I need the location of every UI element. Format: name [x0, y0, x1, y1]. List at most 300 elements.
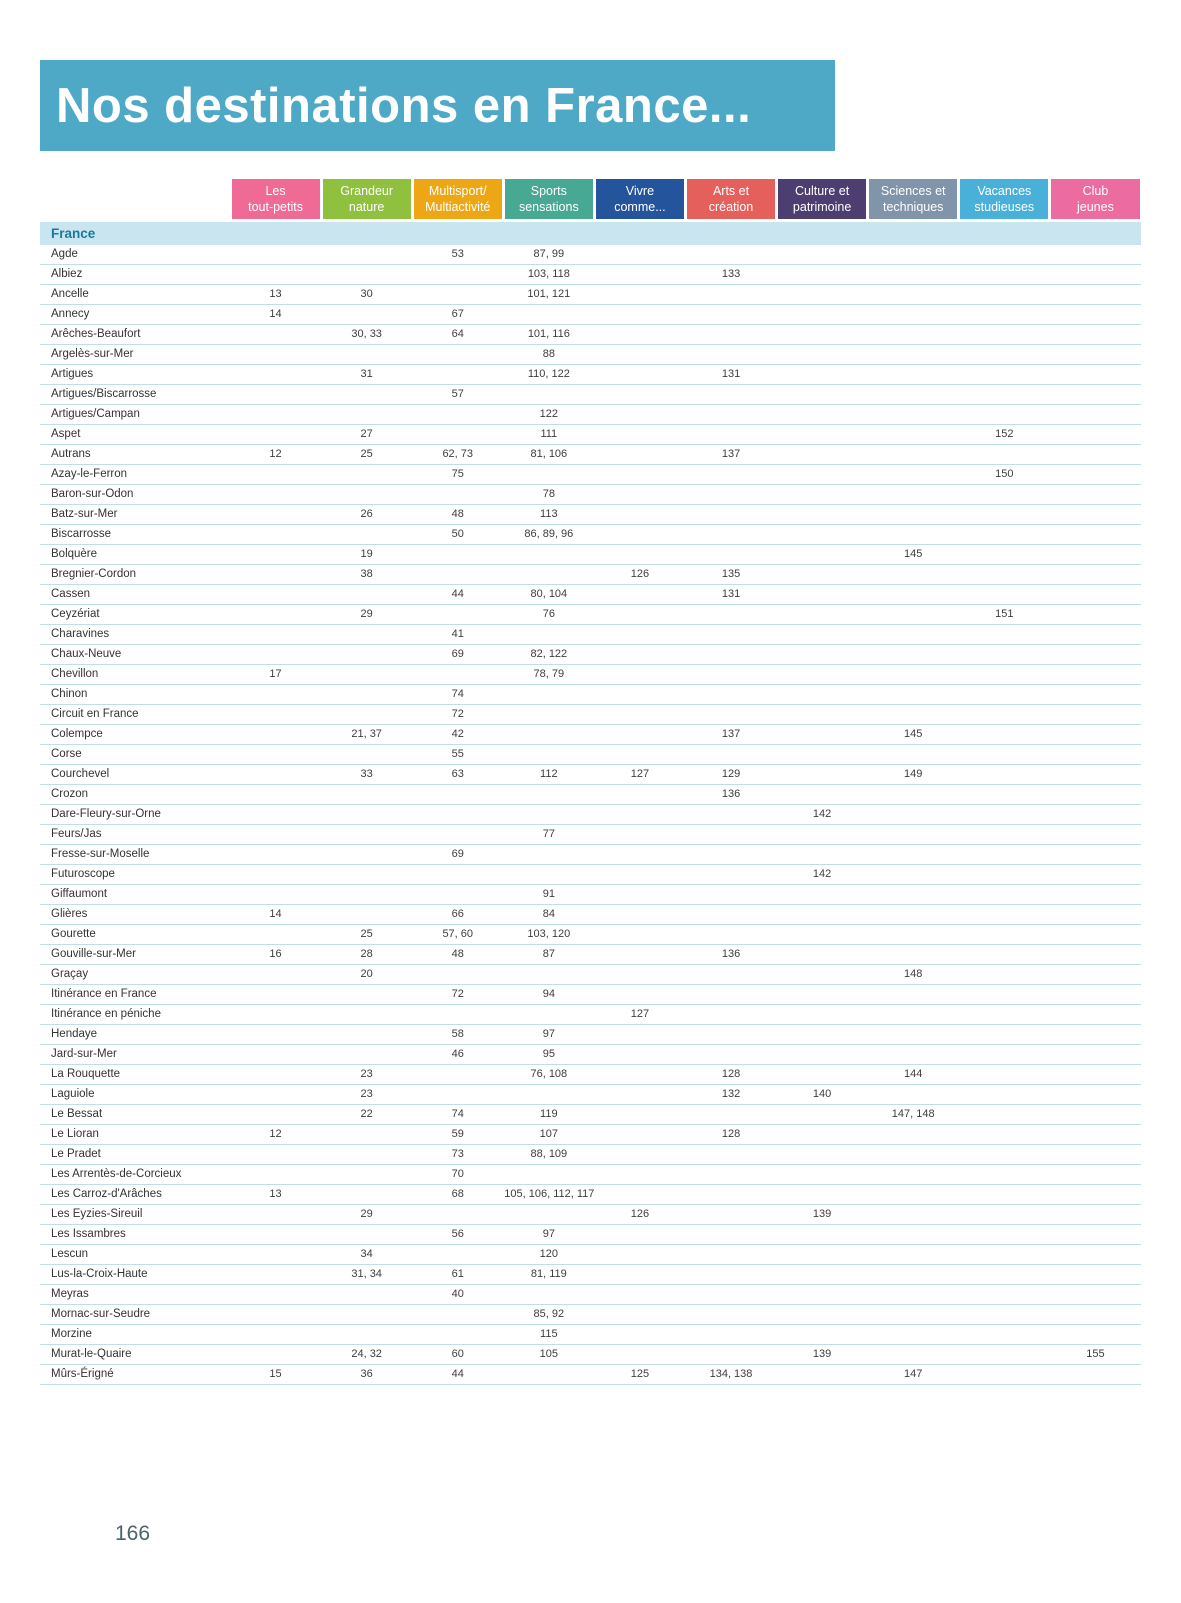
page-ref-cell: [1050, 405, 1141, 425]
page-ref-cell: 125: [594, 1365, 685, 1385]
destination-name: Argelès-sur-Mer: [40, 345, 230, 365]
page-ref-cell: [594, 1225, 685, 1245]
page-ref-cell: [777, 1065, 868, 1085]
page-ref-cell: 113: [503, 505, 594, 525]
page-ref-cell: [321, 785, 412, 805]
page-ref-cell: [868, 1305, 959, 1325]
page-ref-cell: [777, 985, 868, 1005]
page-ref-cell: [230, 1045, 321, 1065]
page-ref-cell: [230, 685, 321, 705]
column-header-label: Arts et création: [687, 179, 775, 219]
page-ref-cell: [777, 325, 868, 345]
column-header-club-jeunes: [1050, 179, 1141, 222]
page-ref-cell: [321, 585, 412, 605]
page-ref-cell: [230, 505, 321, 525]
page-ref-cell: [959, 1225, 1050, 1245]
page-ref-cell: 84: [503, 905, 594, 925]
page-ref-cell: [959, 525, 1050, 545]
page-ref-cell: 115: [503, 1325, 594, 1345]
page-ref-cell: 44: [412, 585, 503, 605]
page-ref-cell: [868, 245, 959, 265]
page-ref-cell: 12: [230, 1125, 321, 1145]
table-row: [40, 345, 1141, 365]
destination-name: Itinérance en péniche: [40, 1005, 230, 1025]
page-ref-cell: [868, 1225, 959, 1245]
page-ref-cell: 103, 118: [503, 265, 594, 285]
page-ref-cell: [230, 1165, 321, 1185]
page-ref-cell: 50: [412, 525, 503, 545]
page-ref-cell: [594, 345, 685, 365]
destinations-table: [40, 179, 1141, 1385]
page-ref-cell: [1050, 1005, 1141, 1025]
page-ref-cell: [594, 845, 685, 865]
page-ref-cell: [230, 265, 321, 285]
destination-name: Le Bessat: [40, 1105, 230, 1125]
page-ref-cell: 119: [503, 1105, 594, 1125]
table-row: [40, 465, 1141, 485]
page-ref-cell: [594, 1105, 685, 1125]
page-ref-cell: [1050, 1045, 1141, 1065]
page-ref-cell: [959, 445, 1050, 465]
page-ref-cell: [230, 765, 321, 785]
table-row: [40, 1165, 1141, 1185]
table-row: [40, 1205, 1141, 1225]
destination-name: Morzine: [40, 1325, 230, 1345]
page-ref-cell: [959, 1125, 1050, 1145]
page-ref-cell: [868, 405, 959, 425]
page-ref-cell: [868, 285, 959, 305]
page-ref-cell: [777, 945, 868, 965]
page-ref-cell: [685, 325, 776, 345]
page-ref-cell: [868, 505, 959, 525]
page-ref-cell: [321, 1125, 412, 1145]
page-ref-cell: [685, 545, 776, 565]
destination-name: Les Arrentès-de-Corcieux: [40, 1165, 230, 1185]
destination-name: Chinon: [40, 685, 230, 705]
page-ref-cell: [321, 1325, 412, 1345]
table-row: [40, 1285, 1141, 1305]
page-ref-cell: [777, 1045, 868, 1065]
page-ref-cell: [685, 1005, 776, 1025]
page-ref-cell: [230, 785, 321, 805]
page-ref-cell: [412, 1005, 503, 1025]
table-row: [40, 525, 1141, 545]
page-ref-cell: [685, 1265, 776, 1285]
column-header-arts-et-creation: [685, 179, 776, 222]
page-ref-cell: 24, 32: [321, 1345, 412, 1365]
page-ref-cell: [230, 745, 321, 765]
destination-name: Le Lioran: [40, 1125, 230, 1145]
page-ref-cell: [959, 1205, 1050, 1225]
page-ref-cell: [412, 565, 503, 585]
column-header-label: Club jeunes: [1051, 179, 1139, 219]
page-ref-cell: [230, 625, 321, 645]
page-ref-cell: [868, 985, 959, 1005]
page-ref-cell: [321, 1165, 412, 1185]
page-ref-cell: [685, 1225, 776, 1245]
page-ref-cell: 68: [412, 1185, 503, 1205]
page-ref-cell: 55: [412, 745, 503, 765]
page-ref-cell: 95: [503, 1045, 594, 1065]
destination-name: Murat-le-Quaire: [40, 1345, 230, 1365]
page-ref-cell: [321, 1025, 412, 1045]
page-ref-cell: [1050, 1065, 1141, 1085]
column-header-vivre-comme: [594, 179, 685, 222]
page-ref-cell: [777, 305, 868, 325]
page-ref-cell: [230, 865, 321, 885]
page-ref-cell: [1050, 465, 1141, 485]
page-ref-cell: 103, 120: [503, 925, 594, 945]
page-ref-cell: 13: [230, 285, 321, 305]
page-ref-cell: 30, 33: [321, 325, 412, 345]
table-row: [40, 1305, 1141, 1325]
page-ref-cell: [321, 405, 412, 425]
page-ref-cell: 46: [412, 1045, 503, 1065]
page-ref-cell: [777, 585, 868, 605]
page-ref-cell: [1050, 1145, 1141, 1165]
page-ref-cell: [777, 905, 868, 925]
page-ref-cell: [594, 525, 685, 545]
page-ref-cell: 12: [230, 445, 321, 465]
table-row: [40, 885, 1141, 905]
page-ref-cell: [594, 325, 685, 345]
page-ref-cell: [868, 885, 959, 905]
page-ref-cell: 139: [777, 1205, 868, 1225]
page-ref-cell: [1050, 745, 1141, 765]
page-ref-cell: 61: [412, 1265, 503, 1285]
page-ref-cell: [868, 445, 959, 465]
page-ref-cell: [1050, 805, 1141, 825]
page-ref-cell: 105, 106, 112, 117: [503, 1185, 594, 1205]
page-ref-cell: [594, 645, 685, 665]
table-row: [40, 625, 1141, 645]
destination-name: Chevillon: [40, 665, 230, 685]
page-ref-cell: [777, 505, 868, 525]
page-ref-cell: [959, 285, 1050, 305]
page-ref-cell: [777, 405, 868, 425]
page-ref-cell: 128: [685, 1125, 776, 1145]
page-ref-cell: [230, 385, 321, 405]
page-ref-cell: 87: [503, 945, 594, 965]
page-ref-cell: [685, 685, 776, 705]
page-ref-cell: 48: [412, 945, 503, 965]
page-ref-cell: [594, 405, 685, 425]
page-ref-cell: [959, 625, 1050, 645]
page-ref-cell: [685, 1285, 776, 1305]
page-ref-cell: [503, 1005, 594, 1025]
page-ref-cell: [685, 985, 776, 1005]
table-row: [40, 1105, 1141, 1125]
section-row-france: [40, 222, 1141, 245]
page-ref-cell: [868, 265, 959, 285]
destination-name: La Rouquette: [40, 1065, 230, 1085]
page-ref-cell: [959, 505, 1050, 525]
page-ref-cell: [959, 985, 1050, 1005]
page-ref-cell: [1050, 845, 1141, 865]
page-ref-cell: 147: [868, 1365, 959, 1385]
page-ref-cell: 97: [503, 1225, 594, 1245]
destination-name: Futuroscope: [40, 865, 230, 885]
page-ref-cell: 142: [777, 865, 868, 885]
page-ref-cell: [868, 825, 959, 845]
page-ref-cell: [959, 545, 1050, 565]
page-ref-cell: [777, 825, 868, 845]
page-ref-cell: 133: [685, 265, 776, 285]
page-title: Nos destinations en France...: [56, 78, 752, 133]
page-ref-cell: [868, 925, 959, 945]
page-ref-cell: [777, 1265, 868, 1285]
page-ref-cell: [321, 845, 412, 865]
table-row: [40, 265, 1141, 285]
page-ref-cell: [777, 725, 868, 745]
page-ref-cell: 69: [412, 645, 503, 665]
page-ref-cell: [959, 725, 1050, 745]
page-ref-cell: 135: [685, 565, 776, 585]
page-ref-cell: [1050, 485, 1141, 505]
page-ref-cell: [230, 825, 321, 845]
destination-name: Crozon: [40, 785, 230, 805]
destination-name: Mûrs-Érigné: [40, 1365, 230, 1385]
page-ref-cell: [230, 805, 321, 825]
destination-name: Circuit en France: [40, 705, 230, 725]
page-ref-cell: 127: [594, 1005, 685, 1025]
page-ref-cell: [1050, 625, 1141, 645]
page-ref-cell: [321, 745, 412, 765]
destination-name: Aspet: [40, 425, 230, 445]
page-ref-cell: [594, 705, 685, 725]
page-ref-cell: [777, 1165, 868, 1185]
page-ref-cell: [868, 1325, 959, 1345]
page-ref-cell: [1050, 505, 1141, 525]
page-ref-cell: 152: [959, 425, 1050, 445]
page-ref-cell: [594, 465, 685, 485]
page-ref-cell: [1050, 1205, 1141, 1225]
destination-name: Ancelle: [40, 285, 230, 305]
page-ref-cell: [868, 685, 959, 705]
page-ref-cell: [594, 365, 685, 385]
page-ref-cell: [503, 865, 594, 885]
page-ref-cell: 150: [959, 465, 1050, 485]
page-ref-cell: [321, 525, 412, 545]
page-ref-cell: [959, 705, 1050, 725]
page-ref-cell: [685, 845, 776, 865]
page-ref-cell: [321, 645, 412, 665]
page-ref-cell: 25: [321, 445, 412, 465]
page-ref-cell: [230, 485, 321, 505]
page-ref-cell: 74: [412, 685, 503, 705]
page-ref-cell: [230, 1345, 321, 1365]
page-ref-cell: [1050, 565, 1141, 585]
destination-name: Feurs/Jas: [40, 825, 230, 845]
page-ref-cell: [230, 1305, 321, 1325]
page-ref-cell: [594, 1145, 685, 1165]
page-ref-cell: [594, 865, 685, 885]
page-ref-cell: [230, 845, 321, 865]
page-ref-cell: 142: [777, 805, 868, 825]
page-ref-cell: 58: [412, 1025, 503, 1045]
page-ref-cell: [594, 805, 685, 825]
page-ref-cell: [230, 645, 321, 665]
page-ref-cell: [685, 965, 776, 985]
page-ref-cell: [230, 965, 321, 985]
page-ref-cell: [594, 265, 685, 285]
page-ref-cell: [685, 1345, 776, 1365]
page-ref-cell: 88: [503, 345, 594, 365]
page-ref-cell: [503, 965, 594, 985]
table-row: [40, 245, 1141, 265]
page-ref-cell: [321, 345, 412, 365]
table-row: [40, 825, 1141, 845]
page-ref-cell: [777, 1245, 868, 1265]
page-ref-cell: [777, 385, 868, 405]
table-row: [40, 1065, 1141, 1085]
page-ref-cell: [1050, 945, 1141, 965]
page-ref-cell: [594, 245, 685, 265]
page-ref-cell: [868, 1245, 959, 1265]
page-ref-cell: [685, 885, 776, 905]
page-ref-cell: [594, 745, 685, 765]
destination-name: Les Carroz-d'Arâches: [40, 1185, 230, 1205]
page-ref-cell: [777, 525, 868, 545]
page-ref-cell: 25: [321, 925, 412, 945]
page-ref-cell: [594, 905, 685, 925]
page-ref-cell: [868, 705, 959, 725]
header-spacer: [40, 179, 230, 222]
page-ref-cell: 120: [503, 1245, 594, 1265]
page-ref-cell: 97: [503, 1025, 594, 1045]
page-ref-cell: 31, 34: [321, 1265, 412, 1285]
page-ref-cell: 131: [685, 585, 776, 605]
page-ref-cell: [959, 385, 1050, 405]
table-row: [40, 425, 1141, 445]
page-ref-cell: [321, 905, 412, 925]
page-ref-cell: [868, 805, 959, 825]
page-ref-cell: [503, 1085, 594, 1105]
page-ref-cell: [777, 705, 868, 725]
destination-name: Artigues/Campan: [40, 405, 230, 425]
page-ref-cell: [777, 605, 868, 625]
page-ref-cell: [321, 245, 412, 265]
page-ref-cell: [777, 1365, 868, 1385]
page-ref-cell: [412, 485, 503, 505]
page-ref-cell: [321, 685, 412, 705]
page-ref-cell: [685, 1105, 776, 1125]
table-row: [40, 1225, 1141, 1245]
page-ref-cell: [868, 1185, 959, 1205]
page-ref-cell: [594, 505, 685, 525]
destination-name: Mornac-sur-Seudre: [40, 1305, 230, 1325]
page-ref-cell: [685, 425, 776, 445]
page-ref-cell: [1050, 1365, 1141, 1385]
page-ref-cell: [685, 645, 776, 665]
page-ref-cell: [685, 1205, 776, 1225]
page-ref-cell: 110, 122: [503, 365, 594, 385]
table-row: [40, 925, 1141, 945]
page-ref-cell: [685, 405, 776, 425]
table-row: [40, 1145, 1141, 1165]
page-ref-cell: 128: [685, 1065, 776, 1085]
table-row: [40, 785, 1141, 805]
page-ref-cell: [412, 885, 503, 905]
page-ref-cell: [1050, 1105, 1141, 1125]
page-ref-cell: [230, 885, 321, 905]
page-ref-cell: 81, 119: [503, 1265, 594, 1285]
page-ref-cell: [321, 985, 412, 1005]
page-ref-cell: [777, 1305, 868, 1325]
page-ref-cell: [321, 465, 412, 485]
page-ref-cell: [959, 325, 1050, 345]
page-ref-cell: [868, 1265, 959, 1285]
page-ref-cell: [685, 465, 776, 485]
destination-name: Albiez: [40, 265, 230, 285]
destination-name: Azay-le-Ferron: [40, 465, 230, 485]
page-ref-cell: [868, 905, 959, 925]
page-ref-cell: 13: [230, 1185, 321, 1205]
page-ref-cell: [1050, 605, 1141, 625]
destination-name: Biscarrosse: [40, 525, 230, 545]
page-ref-cell: [1050, 285, 1141, 305]
page-ref-cell: [1050, 1225, 1141, 1245]
page-ref-cell: [868, 645, 959, 665]
page-ref-cell: [959, 1325, 1050, 1345]
page-ref-cell: [868, 1125, 959, 1145]
page-ref-cell: [412, 365, 503, 385]
page-ref-cell: 126: [594, 565, 685, 585]
page-ref-cell: [685, 605, 776, 625]
page-ref-cell: 86, 89, 96: [503, 525, 594, 545]
page-ref-cell: [868, 1025, 959, 1045]
page-ref-cell: [959, 565, 1050, 585]
page-ref-cell: 78: [503, 485, 594, 505]
page-ref-cell: [868, 1045, 959, 1065]
page-ref-cell: 147, 148: [868, 1105, 959, 1125]
page-ref-cell: [868, 325, 959, 345]
page-ref-cell: [777, 885, 868, 905]
page-ref-cell: 122: [503, 405, 594, 425]
page-ref-cell: [594, 1345, 685, 1365]
page-ref-cell: [777, 465, 868, 485]
page-ref-cell: [959, 785, 1050, 805]
column-header-culture-et-patrimoine: [777, 179, 868, 222]
page-ref-cell: [868, 1205, 959, 1225]
destination-name: Fresse-sur-Moselle: [40, 845, 230, 865]
page-ref-cell: [685, 1045, 776, 1065]
page-ref-cell: [1050, 1245, 1141, 1265]
page-ref-cell: [1050, 645, 1141, 665]
page-ref-cell: [1050, 425, 1141, 445]
table-row: [40, 1045, 1141, 1065]
page-ref-cell: [1050, 245, 1141, 265]
page-ref-cell: [777, 265, 868, 285]
page-ref-cell: 75: [412, 465, 503, 485]
table-row: [40, 1025, 1141, 1045]
page-ref-cell: 70: [412, 1165, 503, 1185]
table-row: [40, 1325, 1141, 1345]
page-ref-cell: [777, 245, 868, 265]
page-ref-cell: [959, 265, 1050, 285]
page-ref-cell: [594, 605, 685, 625]
destination-name: Les Issambres: [40, 1225, 230, 1245]
page-ref-cell: [1050, 725, 1141, 745]
page-ref-cell: [594, 1245, 685, 1265]
column-header-grandeur-nature: [321, 179, 412, 222]
page-ref-cell: 139: [777, 1345, 868, 1365]
page-ref-cell: [412, 265, 503, 285]
page-ref-cell: [959, 1165, 1050, 1185]
page-ref-cell: [321, 305, 412, 325]
page-ref-cell: [777, 785, 868, 805]
page-ref-cell: [503, 725, 594, 745]
